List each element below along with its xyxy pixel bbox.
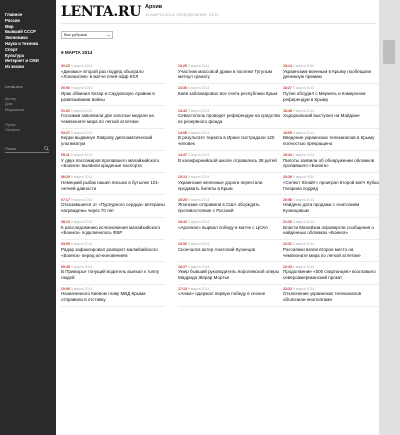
- news-date: 9 марта 2014: [187, 153, 210, 158]
- sidebar: [0, 0, 56, 435]
- news-item[interactable]: [178, 265, 282, 285]
- news-item[interactable]: [178, 198, 282, 218]
- news-date: 9 марта 2014: [292, 130, 315, 135]
- news-item[interactable]: [283, 131, 379, 151]
- header-divider: [61, 23, 376, 24]
- news-date: 9 марта 2014: [187, 175, 210, 180]
- news-column-2: [178, 64, 282, 435]
- sidebar-extra-link[interactable]: Галерея: [5, 128, 20, 133]
- news-title-link[interactable]: У двух пассажиров пропавшего малайзийского «Боинга» выявили краденые паспорта: [61, 157, 160, 169]
- news-item[interactable]: [178, 109, 282, 129]
- news-item[interactable]: [61, 242, 165, 262]
- news-item[interactable]: [283, 198, 379, 218]
- news-title-link[interactable]: В результате теракта в Ираке пострадали 120 человек: [178, 135, 275, 147]
- news-date: 9 марта 2014: [187, 197, 210, 202]
- site-logo[interactable]: LENTA.RU: [61, 4, 142, 20]
- news-title-link[interactable]: Отказавшиеся от «Пурпурного сердца» ветераны награждены через 70 лет: [61, 202, 165, 213]
- news-title-link[interactable]: Скончался актер Анатолий Кузнецов: [178, 246, 256, 252]
- news-date: 9 марта 2014: [187, 286, 210, 291]
- news-date: 9 марта 2014: [187, 108, 210, 113]
- news-date: 9 марта 2014: [292, 108, 315, 113]
- news-date: 9 марта 2014: [292, 264, 315, 269]
- news-title-link[interactable]: Пилоты заявили об обнаружении обломков пропавшего «Боинга»: [283, 157, 375, 169]
- sidebar-nav-item[interactable]: Культура: [5, 52, 25, 58]
- news-time: 08:13: [61, 220, 70, 225]
- news-time: 15:42: [178, 220, 187, 225]
- news-time: 13:36: [178, 86, 187, 91]
- archive-date-heading: 9 МАРТА 2014: [61, 50, 93, 55]
- sidebar-nav: [0, 12, 56, 70]
- news-time: 20:56: [283, 197, 292, 202]
- news-item[interactable]: [178, 153, 282, 173]
- news-title-link[interactable]: Россиянки взяли второе место на чемпионате мира по легкой атлетике: [283, 246, 361, 258]
- news-time: 20:26: [283, 175, 292, 180]
- news-item[interactable]: [61, 131, 165, 151]
- news-date: 9 марта 2014: [70, 64, 93, 68]
- news-time: 09:05: [61, 242, 70, 247]
- news-title-link[interactable]: Ирак обвинил Катар и Саудовскую Аравию в развязывании войны: [61, 90, 155, 102]
- news-title-link[interactable]: Керри выдвинул Лаврову дипломатический ультиматум: [61, 135, 153, 147]
- sidebar-nav-item[interactable]: Интернет и СМИ: [5, 58, 39, 64]
- news-item[interactable]: [61, 265, 165, 285]
- news-date: 9 марта 2014: [70, 220, 93, 225]
- news-time: 15:14: [178, 175, 187, 180]
- news-title-link[interactable]: Украинским военным в Крыму пообещали денежную премию: [283, 68, 372, 80]
- news-time: 13:42: [178, 108, 187, 113]
- news-date: 9 марта 2014: [70, 108, 93, 113]
- news-time: 15:50: [178, 242, 187, 247]
- news-time: 09:45: [61, 264, 70, 269]
- news-time: 01:02: [61, 108, 70, 113]
- news-date: 9 марта 2014: [187, 64, 210, 68]
- header-date: 10 МАРТА 2014, ПОНЕДЕЛЬНИК, 13:11: [145, 12, 219, 17]
- news-title-link[interactable]: Введение украинских телеканалов в Крыму полностью прекращено: [283, 135, 375, 147]
- news-item[interactable]: [61, 198, 165, 218]
- news-date: 9 марта 2014: [292, 242, 315, 247]
- news-date: 9 марта 2014: [70, 286, 93, 291]
- news-item[interactable]: [283, 265, 379, 285]
- news-date: 9 марта 2014: [70, 153, 93, 158]
- chevron-down-icon: [107, 34, 110, 37]
- sidebar-mode-link[interactable]: Дом: [5, 102, 13, 107]
- news-item[interactable]: [178, 64, 282, 84]
- rubric-select-value: Все рубрики: [64, 32, 87, 37]
- sidebar-extras: [0, 123, 56, 134]
- news-item[interactable]: [283, 64, 379, 84]
- news-item[interactable]: [61, 220, 165, 240]
- news-time: 18:55: [283, 130, 292, 135]
- news-time: 22:43: [283, 264, 292, 269]
- news-date: 9 марта 2014: [292, 153, 315, 158]
- news-time: 19:44: [283, 153, 292, 158]
- news-title-link[interactable]: Умер бывший руководитель Королевской оперы Мадрида Жерар Мортье: [178, 269, 280, 280]
- news-title-link[interactable]: К расследованию исчезновения малайзийского «Боинга» подключилось ФБР: [61, 224, 161, 236]
- news-title-link[interactable]: Радар зафиксировал разворот малайзийского «Боинга» перед исчезновением: [61, 246, 158, 258]
- news-date: 9 марта 2014: [187, 264, 210, 269]
- news-item[interactable]: [178, 131, 282, 151]
- news-column-3: [283, 64, 379, 435]
- news-time: 23:23: [283, 286, 292, 291]
- sidebar-extra-link[interactable]: Путин: [5, 123, 16, 127]
- news-item[interactable]: [61, 64, 165, 84]
- news-date: 9 марта 2014: [292, 86, 315, 91]
- news-item[interactable]: [178, 242, 282, 262]
- news-date: 9 марта 2014: [292, 220, 315, 225]
- news-time: 13:25: [178, 64, 187, 68]
- news-time: 17:15: [178, 286, 187, 291]
- sidebar-mode-link[interactable]: Медиатека: [5, 107, 25, 112]
- sidebar-nav-item[interactable]: Главное: [5, 12, 23, 17]
- sidebar-mode-link[interactable]: Мотор: [5, 97, 17, 101]
- news-title-link[interactable]: Украинские железные дороги перестали продавать билеты в Крым: [178, 179, 263, 191]
- news-date: 9 марта 2014: [292, 175, 315, 180]
- sidebar-nav-item[interactable]: Из жизни: [5, 64, 24, 70]
- sidebar-modes: [0, 97, 56, 113]
- news-item[interactable]: [178, 175, 282, 195]
- main-content: [56, 0, 379, 435]
- news-title-link[interactable]: «Анжи» одержал первую победу в сезоне: [178, 291, 266, 297]
- news-title-link[interactable]: Путин обсудил с Меркель и Кэмероном референдум в Крыму: [283, 90, 366, 102]
- news-time: 18:48: [283, 108, 292, 113]
- news-time: 10:06: [61, 286, 70, 291]
- news-title-link[interactable]: Госсимки завоевали две золотые медали на чемпионате мира по легкой атлетике: [61, 113, 154, 124]
- news-item[interactable]: [178, 86, 282, 106]
- news-title-link[interactable]: Найдено дата продажи с Анатолием Кузнецовым: [283, 202, 360, 213]
- news-time: 22:31: [283, 242, 292, 247]
- news-date: 9 марта 2014: [187, 242, 210, 247]
- news-date: 9 марта 2014: [70, 242, 93, 247]
- news-time: 18:27: [283, 86, 292, 91]
- news-item[interactable]: [283, 86, 379, 106]
- news-title-link[interactable]: Немецкий рыбак нашел письмо в бутылке 101-летней давности: [61, 179, 160, 191]
- sidebar-nav-item[interactable]: Россия: [5, 17, 20, 23]
- news-item[interactable]: [283, 153, 379, 173]
- page-scrollbar[interactable]: [379, 0, 400, 435]
- news-item[interactable]: [283, 287, 379, 307]
- sidebar-search: [5, 145, 49, 153]
- news-title-link[interactable]: В Приморье тонущий водитель выехал к толпу людей: [61, 269, 159, 280]
- news-item[interactable]: [61, 153, 165, 173]
- news-time: 15:25: [178, 197, 187, 202]
- news-item[interactable]: [178, 287, 282, 307]
- news-time: 14:08: [178, 130, 187, 135]
- news-time: 21:20: [283, 220, 292, 225]
- news-date: 9 марта 2014: [187, 86, 210, 91]
- news-time: 00:22: [61, 64, 70, 68]
- news-title-link[interactable]: Назначенного Киевом главу МВД Крыма отправили в отставку: [61, 291, 146, 303]
- news-title-link[interactable]: «Динамо» второй раз подряд обыграло «Локомотив» в матче плей-офф КХЛ: [61, 68, 144, 80]
- search-input[interactable]: [5, 145, 41, 152]
- news-time: 14:47: [178, 153, 187, 158]
- news-date: 9 марта 2014: [292, 64, 315, 68]
- news-date: 9 марта 2014: [70, 175, 93, 180]
- news-title-link[interactable]: Ходорковский выступил на Майдане: [283, 113, 360, 119]
- news-date: 9 марта 2014: [292, 286, 315, 291]
- news-time: 18:14: [283, 64, 292, 68]
- news-item[interactable]: [283, 220, 379, 240]
- sidebar-nav-item[interactable]: Экономика: [5, 35, 28, 41]
- news-item[interactable]: [178, 220, 282, 240]
- news-date: 9 марта 2014: [70, 197, 93, 202]
- news-time: 05:11: [61, 153, 70, 158]
- scrollbar-thumb[interactable]: [383, 40, 395, 64]
- news-item[interactable]: [283, 175, 379, 195]
- news-item[interactable]: [61, 175, 165, 195]
- news-date: 9 марта 2014: [187, 220, 210, 225]
- news-time: 06:20: [61, 175, 70, 180]
- section-title: Архив: [145, 4, 163, 10]
- sidebar-nav-item[interactable]: Бывший СССР: [5, 29, 36, 35]
- news-date: 9 марта 2014: [187, 130, 210, 135]
- news-time: 00:50: [61, 86, 70, 91]
- news-item[interactable]: [61, 86, 165, 106]
- search-icon[interactable]: [44, 146, 49, 151]
- news-title-link[interactable]: «Арсенал» вырвал победу в матче с ЦСКА: [178, 224, 268, 230]
- news-date: 9 марта 2014: [70, 264, 93, 269]
- news-date: 9 марта 2014: [70, 130, 93, 135]
- news-date: 9 марта 2014: [292, 197, 315, 202]
- news-title-link[interactable]: Отключение украинских телеканалов объяснили неоплатами: [283, 291, 362, 303]
- news-time: 03:27: [61, 130, 70, 135]
- news-title-link[interactable]: Продолжение «500 спартанцев» возглавило североамериканский прокат: [283, 269, 376, 280]
- news-time: 07:17: [61, 197, 70, 202]
- news-item[interactable]: [283, 109, 379, 129]
- news-item[interactable]: [61, 109, 165, 129]
- sidebar-nav-item[interactable]: Спорт: [5, 46, 18, 52]
- news-title-link[interactable]: Японские отправили в США обсуждать противостояние с Россией: [178, 202, 260, 213]
- rubric-select[interactable]: [61, 31, 113, 39]
- news-title-link[interactable]: Киев заблокировал все счета республики Крым: [178, 90, 278, 96]
- news-title-link[interactable]: Севастополь проведет референдум на средства из резервного фонда: [178, 113, 280, 124]
- news-title-link[interactable]: В калифорнийской школе отравились 38 детей: [178, 157, 277, 163]
- news-title-link[interactable]: Власти Малайзии опровергли сообщения о найденных обломках «Боинга»: [283, 224, 374, 236]
- news-title-link[interactable]: Участник массовой драки в поселке Тугулым метнул гранату: [178, 68, 272, 80]
- news-item[interactable]: [61, 287, 165, 307]
- sidebar-nav-item[interactable]: Мир: [5, 23, 14, 29]
- news-date: 9 марта 2014: [70, 86, 93, 91]
- sidebar-lenta-label[interactable]: Lenta.doc: [5, 84, 23, 89]
- news-column-1: [61, 64, 165, 435]
- news-item[interactable]: [283, 242, 379, 262]
- news-time: 16:27: [178, 264, 187, 269]
- sidebar-nav-item[interactable]: Наука и техника: [5, 40, 39, 46]
- news-title-link[interactable]: «Селект Юнайт» проиграл второй матч Кубка Гагарина подряд: [283, 179, 379, 191]
